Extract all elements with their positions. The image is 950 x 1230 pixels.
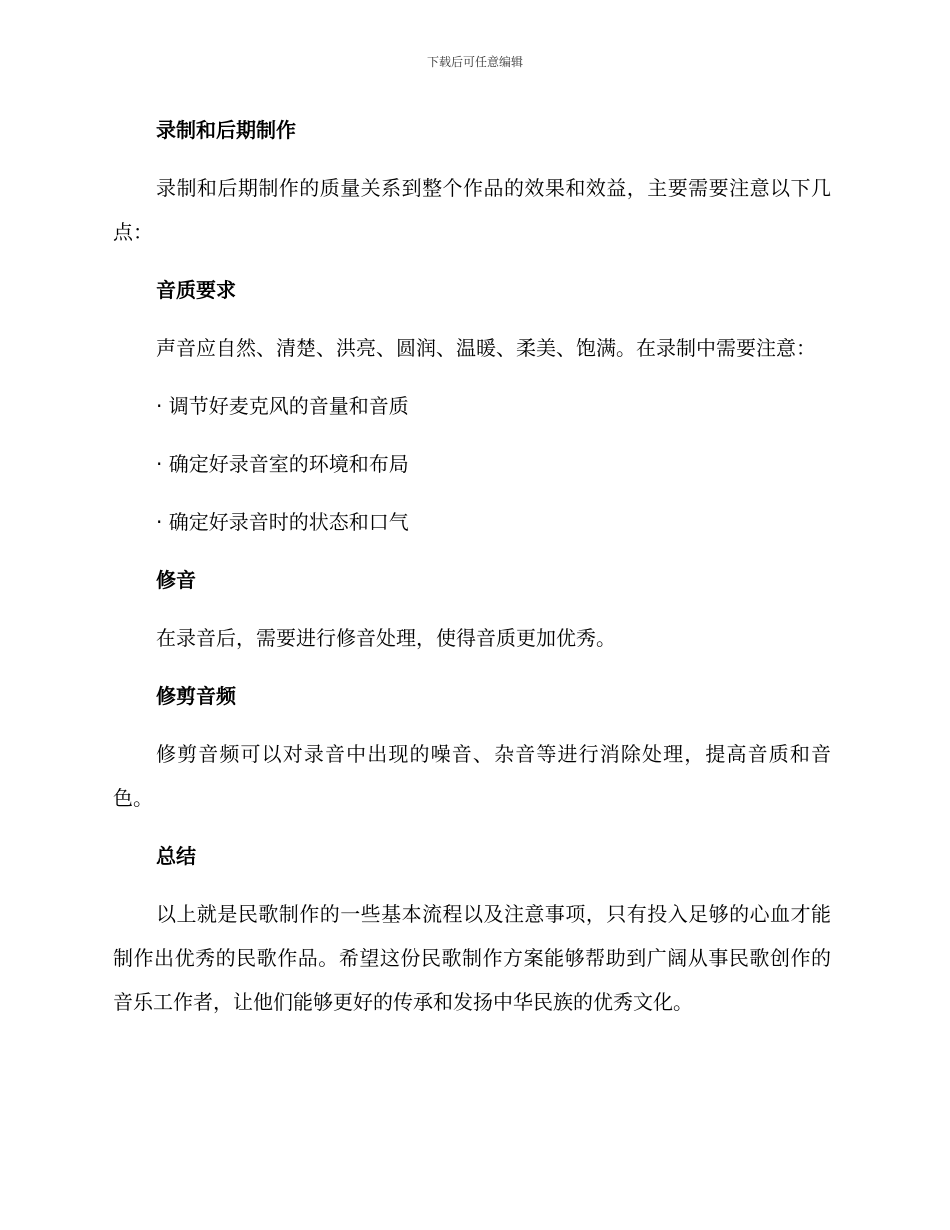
section-heading-sound-quality: 音质要求	[156, 278, 236, 302]
bullet-item: · 确定好录音时的状态和口气	[156, 510, 409, 534]
paragraph-recording-intro: 录制和后期制作的质量关系到整个作品的效果和效益，主要需要注意以下几点：	[113, 176, 831, 244]
bullet-item: · 确定好录音室的环境和布局	[156, 452, 409, 476]
paragraph-summary: 以上就是民歌制作的一些基本流程以及注意事项，只有投入足够的心血才能制作出优秀的民歌作品。希望这份民歌制作方案能够帮助到广阔从事民歌创作的音乐工作者，让他们能够更好的传承和发扬中华民族的优秀文化。	[113, 902, 831, 1014]
paragraph-sound-quality: 声音应自然、清楚、洪亮、圆润、温暖、柔美、饱满。在录制中需要注意：	[156, 336, 816, 360]
section-heading-summary: 总结	[156, 844, 196, 868]
document-body	[113, 108, 831, 1038]
paragraph-trim: 修剪音频可以对录音中出现的噪音、杂音等进行消除处理，提高音质和音色。	[113, 742, 831, 810]
section-heading-retouch: 修音	[156, 568, 196, 592]
section-heading-recording: 录制和后期制作	[156, 118, 296, 142]
section-heading-trim: 修剪音频	[156, 684, 236, 708]
page-header: 下载后可任意编辑	[426, 55, 523, 69]
paragraph-retouch: 在录音后，需要进行修音处理，使得音质更加优秀。	[156, 626, 616, 650]
bullet-item: · 调节好麦克风的音量和音质	[156, 394, 409, 418]
